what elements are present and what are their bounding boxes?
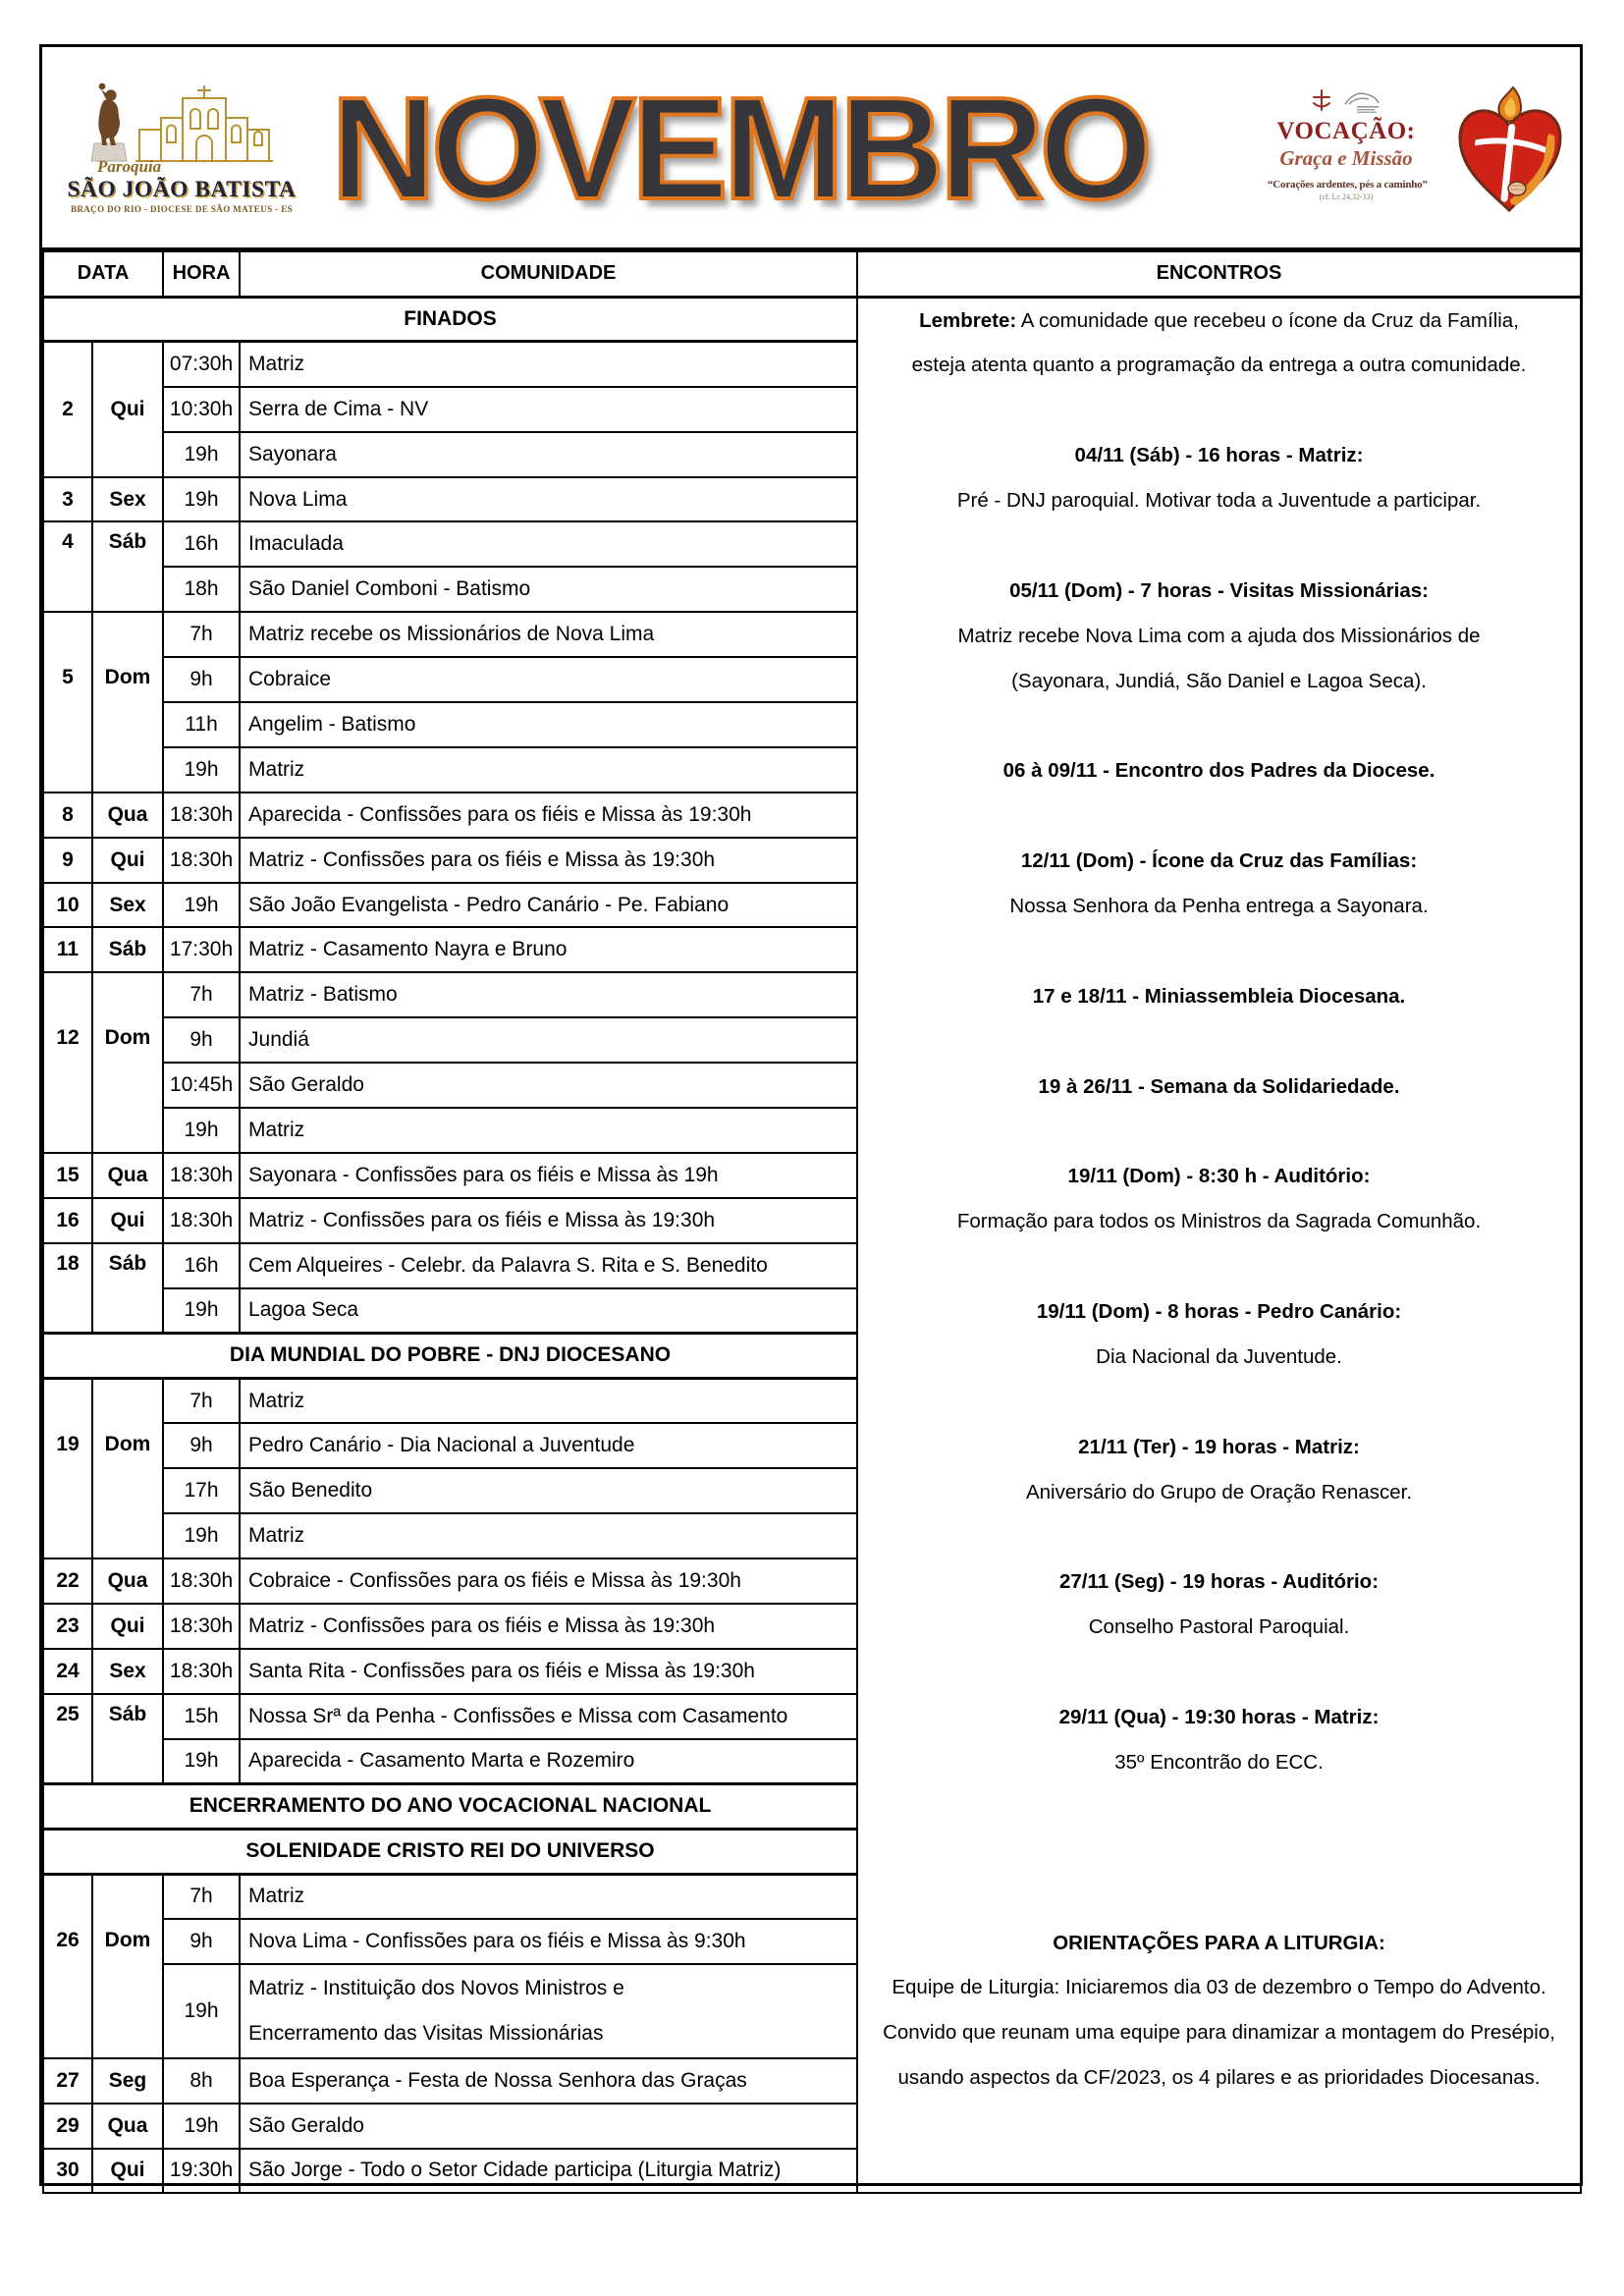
time-cell: 7h xyxy=(163,972,240,1017)
weekday: Dom xyxy=(92,1378,163,1558)
section-title: DIA MUNDIAL DO POBRE - DNJ DIOCESANO xyxy=(43,1333,857,1378)
sacred-heart-icon xyxy=(1452,86,1568,216)
weekday: Seg xyxy=(92,2058,163,2104)
weekday: Sex xyxy=(92,477,163,522)
community-cell: Matriz xyxy=(240,1874,857,1919)
day-number: 24 xyxy=(43,1649,92,1694)
community-cell: Boa Esperança - Festa de Nossa Senhora das Graças xyxy=(240,2058,857,2104)
weekday: Qui xyxy=(92,1604,163,1649)
weekday: Sex xyxy=(92,1649,163,1694)
vocacao-title: VOCAÇÃO: xyxy=(1276,118,1416,144)
day-number: 4 xyxy=(43,521,92,612)
column-header-row xyxy=(43,251,1581,297)
time-cell: 19:30h xyxy=(163,2149,240,2194)
time-cell: 9h xyxy=(163,1017,240,1063)
encontros-block xyxy=(858,1065,1580,1110)
parish-logo-name: SÃO JOÃO BATISTA xyxy=(67,177,297,202)
weekday: Qui xyxy=(92,342,163,477)
community-cell: Matriz xyxy=(240,1378,857,1423)
encontros-block xyxy=(858,1559,1580,1650)
section-title: SOLENIDADE CRISTO REI DO UNIVERSO xyxy=(43,1829,857,1874)
month-title: NOVEMBRO xyxy=(331,68,1148,230)
community-cell: Matriz recebe os Missionários de Nova Lima xyxy=(240,612,857,657)
day-number: 22 xyxy=(43,1558,92,1604)
community-cell: Matriz - Batismo xyxy=(240,972,857,1017)
encontros-block xyxy=(858,299,1580,389)
day-number: 19 xyxy=(43,1378,92,1558)
time-cell: 18:30h xyxy=(163,1153,240,1198)
encontros-line: 06 à 09/11 - Encontro dos Padres da Diocese. xyxy=(1002,759,1435,783)
time-cell: 18:30h xyxy=(163,1604,240,1649)
weekday: Qui xyxy=(92,1198,163,1243)
encontros-line: 21/11 (Ter) - 19 horas - Matriz: xyxy=(1078,1435,1360,1458)
weekday: Qua xyxy=(92,793,163,838)
time-cell: 7h xyxy=(163,1378,240,1423)
time-cell: 07:30h xyxy=(163,342,240,387)
time-cell: 8h xyxy=(163,2058,240,2104)
day-number: 15 xyxy=(43,1153,92,1198)
community-cell: Matriz xyxy=(240,1108,857,1153)
community-cell: Sayonara xyxy=(240,432,857,477)
community-line: Encerramento das Visitas Missionárias xyxy=(248,2021,604,2045)
encontros-line: 05/11 (Dom) - 7 horas - Visitas Missionárias: xyxy=(1009,578,1429,602)
community-line: Matriz - Instituição dos Novos Ministros e xyxy=(248,1976,624,1999)
weekday: Qua xyxy=(92,1153,163,1198)
community-cell: Santa Rita - Confissões para os fiéis e Missa às 19:30h xyxy=(240,1649,857,1694)
day-number: 2 xyxy=(43,342,92,477)
weekday: Sex xyxy=(92,883,163,928)
day-number: 3 xyxy=(43,477,92,522)
time-cell: 19h xyxy=(163,477,240,522)
time-cell: 18:30h xyxy=(163,1649,240,1694)
community-cell: Serra de Cima - NV xyxy=(240,387,857,432)
parish-logo-script: Paroquia xyxy=(97,157,162,176)
schedule-table xyxy=(42,250,1582,2194)
time-cell: 17:30h xyxy=(163,927,240,972)
time-cell: 18:30h xyxy=(163,838,240,883)
encontros-line: esteja atenta quanto a programação da entrega a outra comunidade. xyxy=(911,354,1527,377)
community-cell: São João Evangelista - Pedro Canário - Pe. Fabiano xyxy=(240,883,857,928)
day-number: 10 xyxy=(43,883,92,928)
time-cell: 9h xyxy=(163,1919,240,1964)
time-cell: 19h xyxy=(163,1108,240,1153)
day-number: 29 xyxy=(43,2104,92,2149)
time-cell: 17h xyxy=(163,1468,240,1513)
encontros-line: Conselho Pastoral Paroquial. xyxy=(1088,1615,1350,1639)
time-cell: 19h xyxy=(163,1964,240,2058)
encontros-block xyxy=(858,1289,1580,1380)
community-cell xyxy=(240,1964,857,2058)
weekday: Sáb xyxy=(92,521,163,612)
weekday: Qua xyxy=(92,1558,163,1604)
weekday: Qua xyxy=(92,2104,163,2149)
parish-logo-subtitle: BRAÇO DO RIO - DIOCESE DE SÃO MATEUS - ES xyxy=(70,204,293,214)
church-icon xyxy=(135,85,273,161)
encontros-line: 12/11 (Dom) - Ícone da Cruz das Famílias: xyxy=(1020,849,1418,873)
weekday: Sáb xyxy=(92,1694,163,1784)
day-number: 16 xyxy=(43,1198,92,1243)
encontros-line: Dia Nacional da Juventude. xyxy=(1096,1344,1342,1368)
community-cell: Lagoa Seca xyxy=(240,1288,857,1334)
encontros-line: (Sayonara, Jundiá, São Daniel e Lagoa Seca). xyxy=(1011,669,1427,692)
col-header-comunidade: COMUNIDADE xyxy=(240,251,857,297)
community-cell: Matriz xyxy=(240,1513,857,1558)
parish-logo xyxy=(64,81,299,214)
community-cell: Matriz xyxy=(240,747,857,793)
col-header-encontros: ENCONTROS xyxy=(857,251,1581,297)
col-header-hora: HORA xyxy=(163,251,240,297)
encontros-line: Nossa Senhora da Penha entrega a Sayonara. xyxy=(1009,895,1429,918)
community-cell: Aparecida - Casamento Marta e Rozemiro xyxy=(240,1739,857,1784)
encontros-line: Pré - DNJ paroquial. Motivar toda a Juventude a participar. xyxy=(956,489,1482,513)
section-title: FINADOS xyxy=(43,297,857,342)
encontros-cell xyxy=(857,297,1581,2193)
weekday: Sáb xyxy=(92,927,163,972)
time-cell: 19h xyxy=(163,883,240,928)
encontros-block xyxy=(858,1921,1580,2102)
weekday: Qui xyxy=(92,838,163,883)
time-cell: 19h xyxy=(163,1739,240,1784)
community-cell: Matriz - Casamento Nayra e Bruno xyxy=(240,927,857,972)
community-cell: Matriz - Confissões para os fiéis e Missa às 19:30h xyxy=(240,1604,857,1649)
community-cell: Cobraice xyxy=(240,657,857,702)
day-number: 30 xyxy=(43,2149,92,2194)
time-cell: 19h xyxy=(163,432,240,477)
day-number: 18 xyxy=(43,1243,92,1334)
encontros-block xyxy=(858,1425,1580,1515)
community-cell: Pedro Canário - Dia Nacional a Juventude xyxy=(240,1423,857,1468)
vocacao-reference: (cf. Lc 24,32-33) xyxy=(1319,192,1374,201)
time-cell: 18:30h xyxy=(163,1558,240,1604)
time-cell: 18:30h xyxy=(163,1198,240,1243)
encontros-line: 17 e 18/11 - Miniassembleia Diocesana. xyxy=(1032,984,1406,1008)
weekday: Dom xyxy=(92,612,163,793)
day-number: 26 xyxy=(43,1874,92,2058)
community-cell: Angelim - Batismo xyxy=(240,702,857,747)
community-cell: Jundiá xyxy=(240,1017,857,1063)
time-cell: 19h xyxy=(163,2104,240,2149)
encontros-line: 19/11 (Dom) - 8:30 h - Auditório: xyxy=(1067,1165,1371,1188)
section-row xyxy=(43,297,1581,342)
encontros-block xyxy=(858,1695,1580,1785)
time-cell: 10:45h xyxy=(163,1063,240,1108)
encontros-line: Formação para todos os Ministros da Sagrada Comunhão. xyxy=(956,1210,1482,1233)
vocacao-marks xyxy=(1268,84,1425,114)
hand-icon xyxy=(1508,182,1526,195)
time-cell: 9h xyxy=(163,1423,240,1468)
community-cell: Nova Lima - Confissões para os fiéis e Missa às 9:30h xyxy=(240,1919,857,1964)
weekday: Sáb xyxy=(92,1243,163,1334)
encontros-block xyxy=(858,433,1580,523)
encontros-line: Equipe de Liturgia: Iniciaremos dia 03 de dezembro o Tempo do Advento. xyxy=(892,1976,1546,1999)
community-cell: Sayonara - Confissões para os fiéis e Missa às 19h xyxy=(240,1153,857,1198)
time-cell: 15h xyxy=(163,1694,240,1739)
encontros-line: 19 à 26/11 - Semana da Solidariedade. xyxy=(1038,1074,1400,1098)
time-cell: 16h xyxy=(163,1243,240,1288)
header-band xyxy=(42,47,1580,250)
time-cell: 18:30h xyxy=(163,793,240,838)
encontros-line: Matriz recebe Nova Lima com a ajuda dos Missionários de xyxy=(957,624,1481,647)
community-cell: Matriz - Confissões para os fiéis e Missa às 19:30h xyxy=(240,1198,857,1243)
encontros-line: ORIENTAÇÕES PARA A LITURGIA: xyxy=(1053,1931,1385,1954)
community-cell: Cobraice - Confissões para os fiéis e Missa às 19:30h xyxy=(240,1558,857,1604)
encontros-line: 04/11 (Sáb) - 16 horas - Matriz: xyxy=(1074,444,1364,467)
day-number: 12 xyxy=(43,972,92,1153)
time-cell: 10:30h xyxy=(163,387,240,432)
section-title: ENCERRAMENTO DO ANO VOCACIONAL NACIONAL xyxy=(43,1783,857,1829)
church-statue-icon xyxy=(79,81,285,165)
encontros-line: 29/11 (Qua) - 19:30 horas - Matriz: xyxy=(1058,1706,1380,1729)
encontros-line: usando aspectos da CF/2023, os 4 pilares e as prioridades Diocesanas. xyxy=(897,2066,1541,2090)
time-cell: 18h xyxy=(163,567,240,612)
community-cell: Imaculada xyxy=(240,521,857,567)
weekday: Dom xyxy=(92,1874,163,2058)
vocacao-logo xyxy=(1268,84,1428,201)
community-cell: Nossa Srª da Penha - Confissões e Missa com Casamento xyxy=(240,1694,857,1739)
encontros-line: Convido que reunam uma equipe para dinamizar a montagem do Presépio, xyxy=(883,2021,1555,2045)
col-header-data: DATA xyxy=(43,251,163,297)
encontros-line: Lembrete: A comunidade que recebeu o ícone da Cruz da Família, xyxy=(919,308,1519,332)
time-cell: 19h xyxy=(163,747,240,793)
encontros-line: 19/11 (Dom) - 8 horas - Pedro Canário: xyxy=(1036,1300,1402,1324)
day-number: 23 xyxy=(43,1604,92,1649)
statue-icon xyxy=(98,83,120,145)
weekday: Dom xyxy=(92,972,163,1153)
day-number: 11 xyxy=(43,927,92,972)
vocational-cross-icon xyxy=(1310,88,1333,114)
day-number: 25 xyxy=(43,1694,92,1784)
community-cell: Aparecida - Confissões para os fiéis e Missa às 19:30h xyxy=(240,793,857,838)
community-cell: Matriz xyxy=(240,342,857,387)
time-cell: 16h xyxy=(163,521,240,567)
weekday: Qui xyxy=(92,2149,163,2194)
encontros-block xyxy=(858,839,1580,929)
sketch-icon xyxy=(1343,88,1382,114)
community-cell: Nova Lima xyxy=(240,477,857,522)
encontros-line: 35º Encontrão do ECC. xyxy=(1114,1751,1324,1774)
time-cell: 11h xyxy=(163,702,240,747)
community-cell: São Geraldo xyxy=(240,1063,857,1108)
community-cell: Cem Alqueires - Celebr. da Palavra S. Rita e S. Benedito xyxy=(240,1243,857,1288)
time-cell: 7h xyxy=(163,1874,240,1919)
schedule-body xyxy=(43,297,1581,2193)
day-number: 9 xyxy=(43,838,92,883)
encontros-line: 27/11 (Seg) - 19 horas - Auditório: xyxy=(1059,1570,1380,1594)
time-cell: 7h xyxy=(163,612,240,657)
community-cell: São Geraldo xyxy=(240,2104,857,2149)
time-cell: 19h xyxy=(163,1288,240,1334)
calendar-sheet xyxy=(39,44,1583,2186)
community-cell: São Benedito xyxy=(240,1468,857,1513)
community-cell: São Jorge - Todo o Setor Cidade participa (Liturgia Matriz) xyxy=(240,2149,857,2194)
community-cell: Matriz - Confissões para os fiéis e Missa às 19:30h xyxy=(240,838,857,883)
time-cell: 9h xyxy=(163,657,240,702)
day-number: 8 xyxy=(43,793,92,838)
encontros-block xyxy=(858,569,1580,704)
encontros-block xyxy=(858,748,1580,793)
community-cell: São Daniel Comboni - Batismo xyxy=(240,567,857,612)
day-number: 27 xyxy=(43,2058,92,2104)
day-number: 5 xyxy=(43,612,92,793)
vocacao-script: Graça e Missão xyxy=(1279,146,1413,170)
vocacao-tagline: “Corações ardentes, pés a caminho” xyxy=(1268,179,1428,191)
encontros-block xyxy=(858,974,1580,1019)
encontros-block xyxy=(858,1154,1580,1244)
time-cell: 19h xyxy=(163,1513,240,1558)
encontros-line: Aniversário do Grupo de Oração Renascer. xyxy=(1025,1480,1413,1503)
